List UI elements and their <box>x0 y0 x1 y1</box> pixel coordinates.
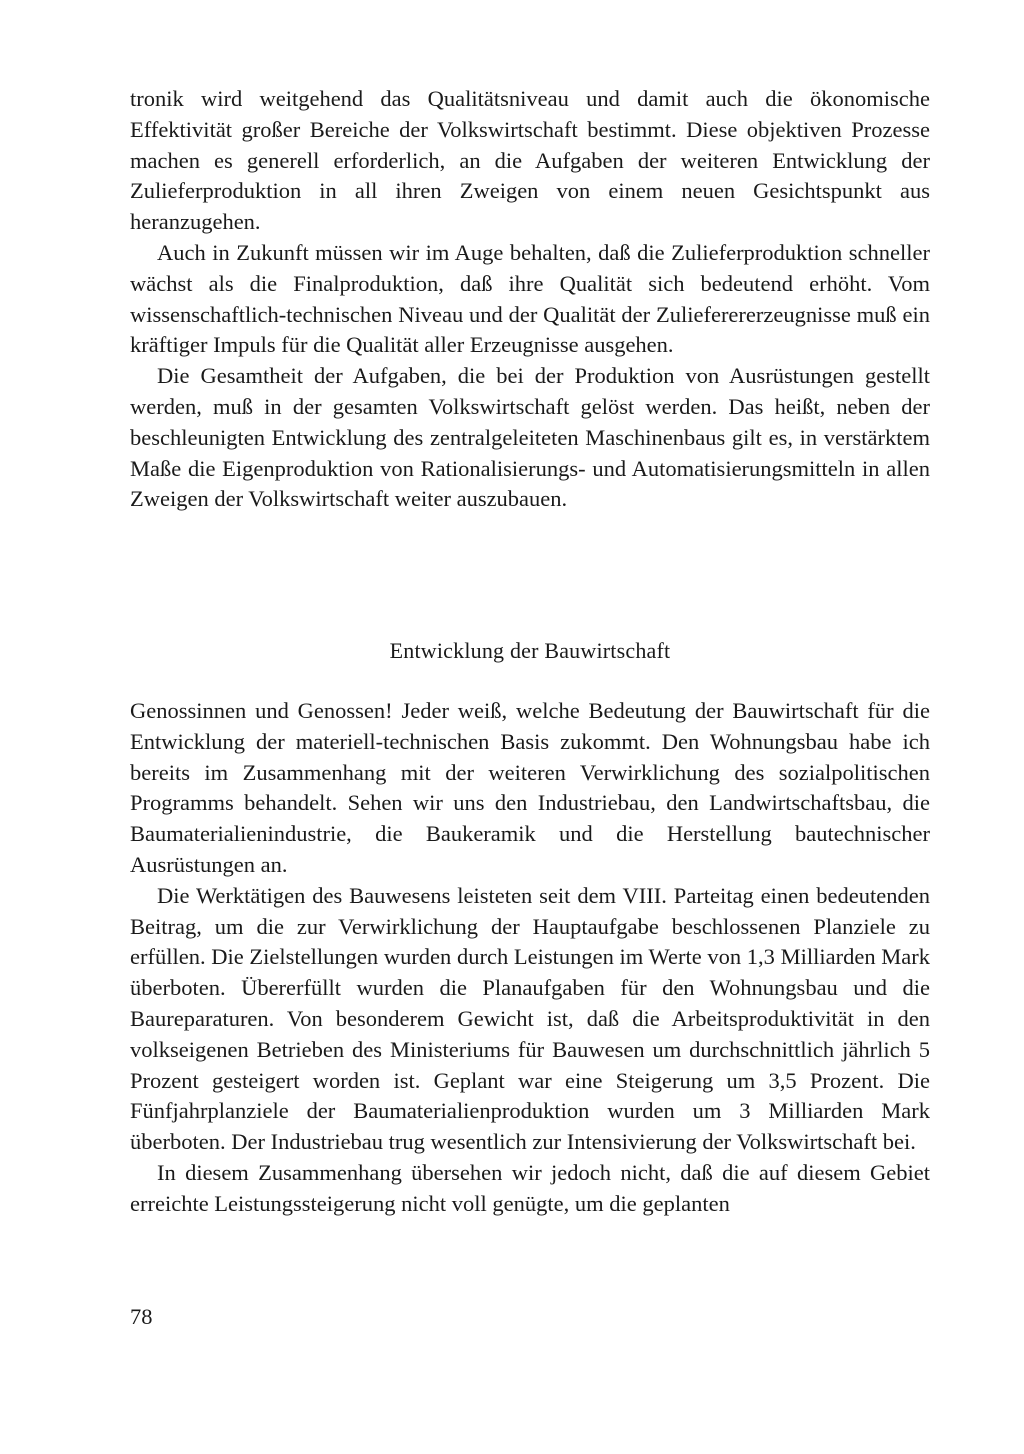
section-equipment-text <box>130 84 930 515</box>
page-number: 78 <box>130 1304 153 1329</box>
paragraph: In diesem Zusammenhang übersehen wir jedoch nicht, daß die auf diesem Gebiet erreichte Leistungssteigerung nicht voll genügte, um die geplanten <box>130 1159 930 1216</box>
paragraph: Die Gesamtheit der Aufgaben, die bei der Produktion von Ausrüstungen gestellt werden, muß in der gesamten Volkswirtschaft gelöst werden. Das heißt, neben der beschleunigten Entwicklung des zentralgeleiteten Maschinenbaus gilt es, in verstärktem Maße die Eigenproduktion von Rationalisierungs- und Automatisierungsmitteln in allen Zweigen der Volkswirtschaft weiter auszubauen. <box>130 363 930 512</box>
paragraph: Auch in Zukunft müssen wir im Auge behalten, daß die Zulieferproduktion schneller wächst als die Finalproduktion, daß ihre Qualität sich bedeutend erhöht. Vom wissenschaftlich-technischen Niveau und der Qualität der Zulieferererzeugnisse muß ein kräftiger Impuls für die Qualität aller Erzeugnisse ausgehen. <box>130 239 930 358</box>
paragraph: Genossinnen und Genossen! Jeder weiß, welche Bedeutung der Bauwirtschaft für die Entwicklung der materiell-technischen Basis zukommt. Den Wohnungsbau habe ich bereits im Zusammenhang mit der weiteren Verwirklichung des sozialpolitischen Programms behandelt. Sehen wir uns den Industriebau, den Landwirtschaftsbau, die Baumaterialienindustrie, die Baukeramik und die Herstellung bautechnischer Ausrüstungen an. <box>130 698 930 877</box>
section-heading: Entwicklung der Bauwirtschaft <box>389 638 671 663</box>
section-construction-text <box>130 696 930 1220</box>
paragraph-continuation: tronik wird weitgehend das Qualitätsniveau und damit auch die ökonomische Effektivität großer Bereiche der Volkswirtschaft bestimmt. Diese objektiven Prozesse machen es generell erforderlich, an die Aufgaben der weiteren Entwicklung der Zulieferproduktion in all ihren Zweigen von einem neuen Gesichtspunkt aus heranzugehen. <box>130 86 930 235</box>
paragraph: Die Werktätigen des Bauwesens leisteten seit dem VIII. Parteitag einen bedeutenden Beitrag, um die zur Verwirklichung der Hauptaufgabe beschlossenen Planziele zu erfüllen. Die Zielstellungen wurden durch Leistungen im Werte von 1,3 Milliarden Mark überboten. Übererfüllt wurden die Planaufgaben für den Wohnungsbau und die Baureparaturen. Von besonderem Gewicht ist, daß die Arbeitsproduktivität in den volkseigenen Betrieben des Ministeriums für Bauwesen um durchschnittlich jährlich 5 Prozent gesteigert worden ist. Geplant war eine Steigerung um 3,5 Prozent. Die Fünfjahrplanziele der Baumaterialienproduktion wurden um 3 Milliarden Mark überboten. Der Industriebau trug wesentlich zur Intensivierung der Volkswirtschaft bei. <box>130 882 930 1155</box>
